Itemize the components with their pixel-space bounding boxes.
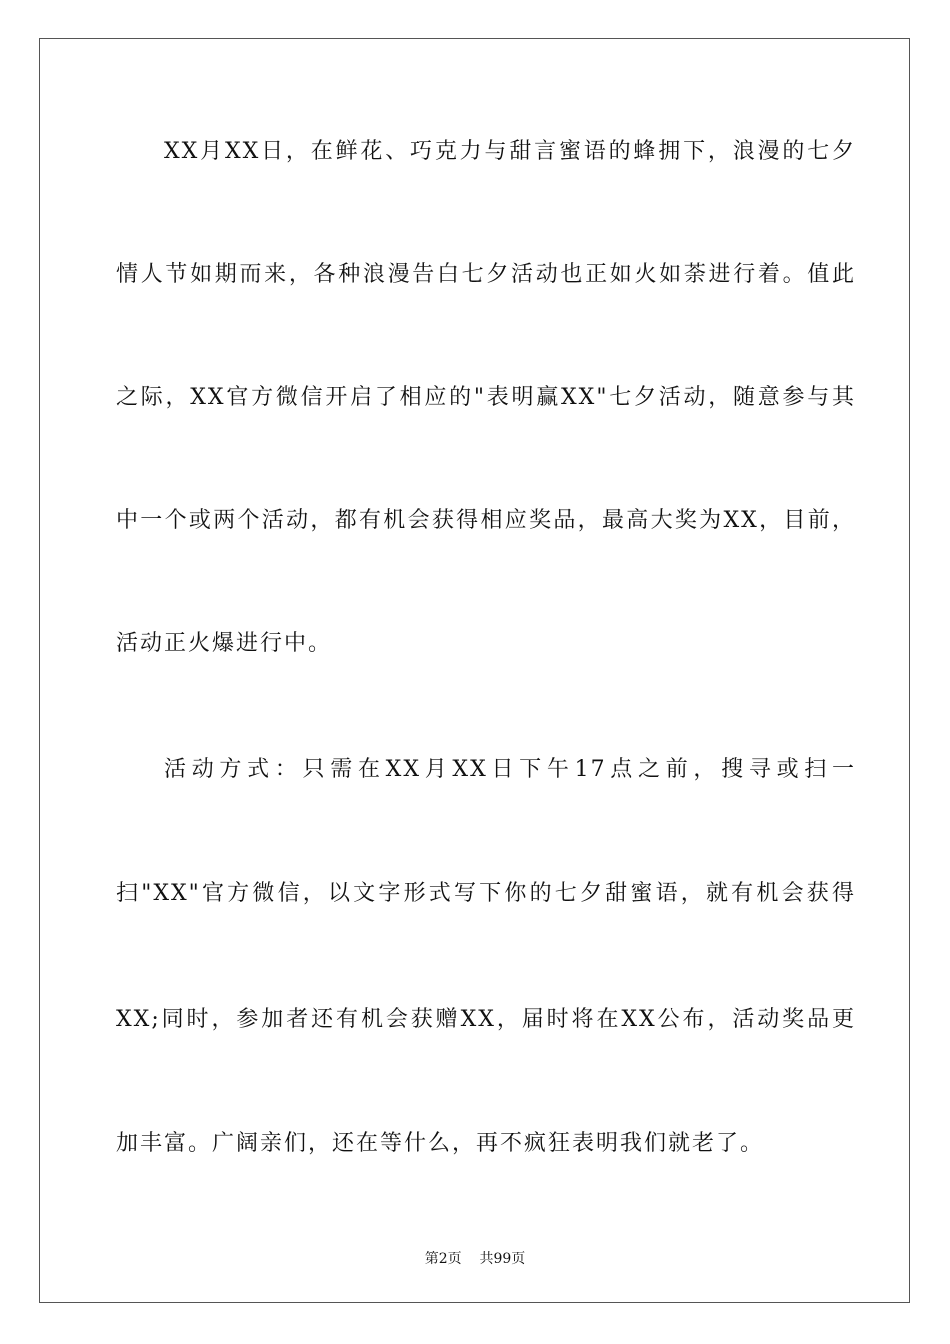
paragraph-2-line-1: 活动方式：只需在XX月XX日下午17点之前，搜寻或扫一 [164,757,856,782]
paragraph-2-line-3: XX;同时，参加者还有机会获赠XX，届时将在XX公布，活动奖品更 [116,1007,856,1032]
page-border [39,38,910,1303]
paragraph-2-line-2: 扫"XX"官方微信，以文字形式写下你的七夕甜蜜语，就有机会获得 [116,881,856,906]
paragraph-2-line-4: 加丰富。广阔亲们，还在等什么，再不疯狂表明我们就老了。 [116,1131,765,1156]
paragraph-1-line-2: 情人节如期而来，各种浪漫告白七夕活动也正如火如荼进行着。值此 [116,262,856,287]
paragraph-1-line-1: XX月XX日，在鲜花、巧克力与甜言蜜语的蜂拥下，浪漫的七夕 [164,139,856,164]
paragraph-1-line-3: 之际，XX官方微信开启了相应的"表明赢XX"七夕活动，随意参与其 [116,385,856,410]
page-number: 第2页 [424,1251,462,1267]
paragraph-1-line-4: 中一个或两个活动，都有机会获得相应奖品，最高大奖为XX，目前， [116,508,856,533]
page-footer [0,1248,950,1268]
total-pages: 共99页 [479,1251,526,1267]
paragraph-1-line-5: 活动正火爆进行中。 [116,631,333,656]
